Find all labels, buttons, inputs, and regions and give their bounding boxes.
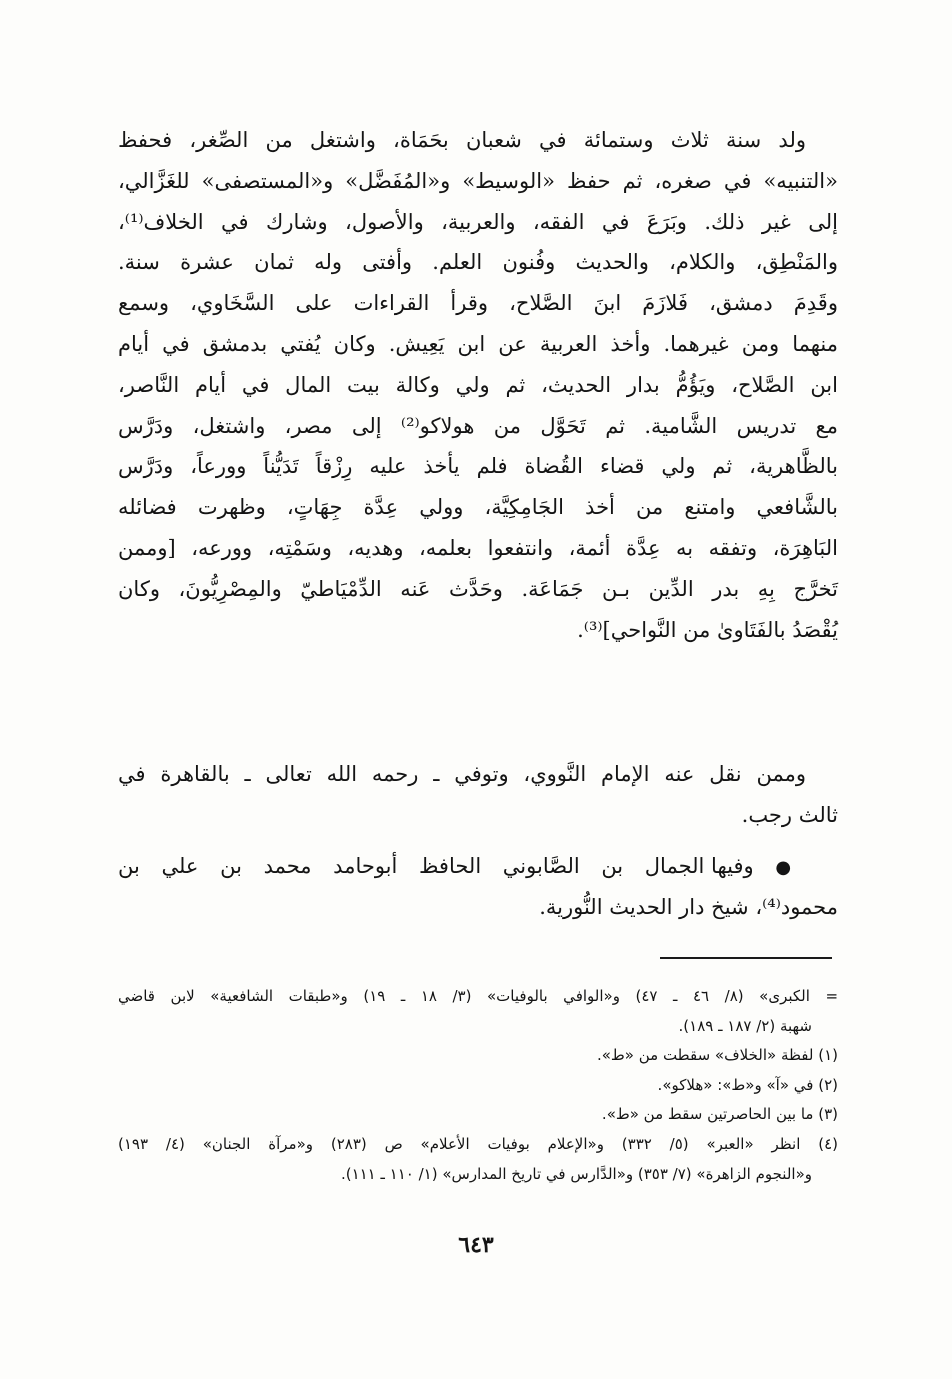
footnote-2: (٢) في «آ» و«ط»: «هلاكو».	[657, 1075, 838, 1094]
footnote-line: شهبة (٢/ ١٨٧ ـ ١٨٩).	[678, 1016, 812, 1035]
text-line	[118, 846, 838, 887]
text-line: ابن الصَّلاح، ويَؤُمُّ بدار الحديث، ثم ولي وكالة بيت المال في أيام النَّاصر،	[118, 372, 838, 397]
paragraph-biography	[118, 120, 838, 650]
paragraph-nawawi	[118, 754, 838, 836]
footnote-line: و«النجوم الزاهرة» (٧/ ٣٥٣) و«الدَّارس في تاريخ المدارس» (١/ ١١٠ ـ ١١١).	[340, 1164, 812, 1183]
text-line: وممن نقل عنه الإمام النَّووي، وتوفي ـ رحمه الله تعالى ـ بالقاهرة في	[118, 762, 806, 786]
footnotes	[118, 982, 838, 1189]
text-line: منهما ومن غيرهما. وأخذ العربية عن ابن يَعِيش. وكان يُفتي بدمشق في أيام	[118, 331, 838, 356]
footnote-3: (٣) ما بين الحاصرتين سقط من «ط».	[601, 1105, 838, 1124]
text-line: البَاهِرَة، وتفقه به عِدَّة أئمة، وانتفعوا بعلمه، وهديه، وسَمْتِه، وورعه، [وممن	[118, 535, 838, 560]
bullet-icon: ●	[775, 857, 806, 878]
footnote-divider	[660, 957, 832, 959]
text-line: تَخرَّج بِهِ بدر الدِّين بـن جَمَاعَة. وحَدَّث عَنه الدِّمْيَاطيّ والمِصْرِيُّونَ، وكان	[118, 576, 839, 601]
text-line: ولد سنة ثلاث وستمائة في شعبان بحَمَاة، واشتغل من الصِّغر، فحفظ	[118, 128, 806, 152]
text-line: بالشَّافعي وامتنع من أخذ الجَامِكِيَّة، وولي عِدَّة جِهَاتٍ، وظهرت فضائله	[118, 495, 838, 520]
page-number: ٦٤٣	[458, 1232, 494, 1258]
text-line: إلى غير ذلك. وبَرَعَ في الفقه، والعربية، والأصول، وشارك في الخلاف⁽¹⁾،	[118, 209, 838, 234]
text-line: «التنبيه» في صغره، ثم حفظ «الوسيط» و«المُفَضَّل» و«المستصفى» للغَزَّالي،	[118, 168, 838, 193]
footnote-line: = الكبرى» (٨/ ٤٦ ـ ٤٧) و«الوافي بالوفيات» (٣/ ١٨ ـ ١٩) و«طبقات الشافعية» لابن قاضي	[118, 987, 839, 1005]
text-line: ثالث رجب.	[741, 802, 838, 827]
text-line: محمود⁽⁴⁾، شيخ دار الحديث النُّورية.	[539, 894, 838, 919]
text-line: مع تدريس الشَّامية. ثم تَحَوَّل من هولاكو⁽²⁾ إلى مصر، واشتغل، ودَرَّس	[118, 413, 838, 438]
text-line-content: وفيها الجمال بن الصَّابوني الحافظ أبوحامد محمد بن علي بن	[118, 854, 754, 878]
footnote-1: (١) لفظة «الخلاف» سقطت من «ط».	[596, 1046, 838, 1065]
text-line: وقَدِمَ دمشق، فَلازَمَ ابنَ الصَّلاح، وقرأ القراءات على السَّخَاوي، وسمع	[118, 291, 838, 316]
paragraph-sabuni	[118, 846, 838, 928]
footnote-4: (٤) انظر «العبر» (٥/ ٣٣٢) و«الإعلام بوفيات الأعلام» ص (٢٨٣) و«مرآة الجنان» (٤/ ١٩٣)	[118, 1134, 838, 1153]
text-line: يُقْصَدُ بالفَتَاوىٰ من النَّواحي]⁽³⁾.	[577, 617, 838, 642]
text-line: والمَنْطِق، والكلام، والحديث وفُنون العلم. وأفتى وله ثمان عشرة سنة.	[118, 250, 838, 275]
text-line: بالظَّاهرية، ثم ولي قضاء القُضاة فلم يأخذ عليه رِزْقاً تَدَيُّناً وورعاً، ودَرَّس	[118, 454, 838, 479]
